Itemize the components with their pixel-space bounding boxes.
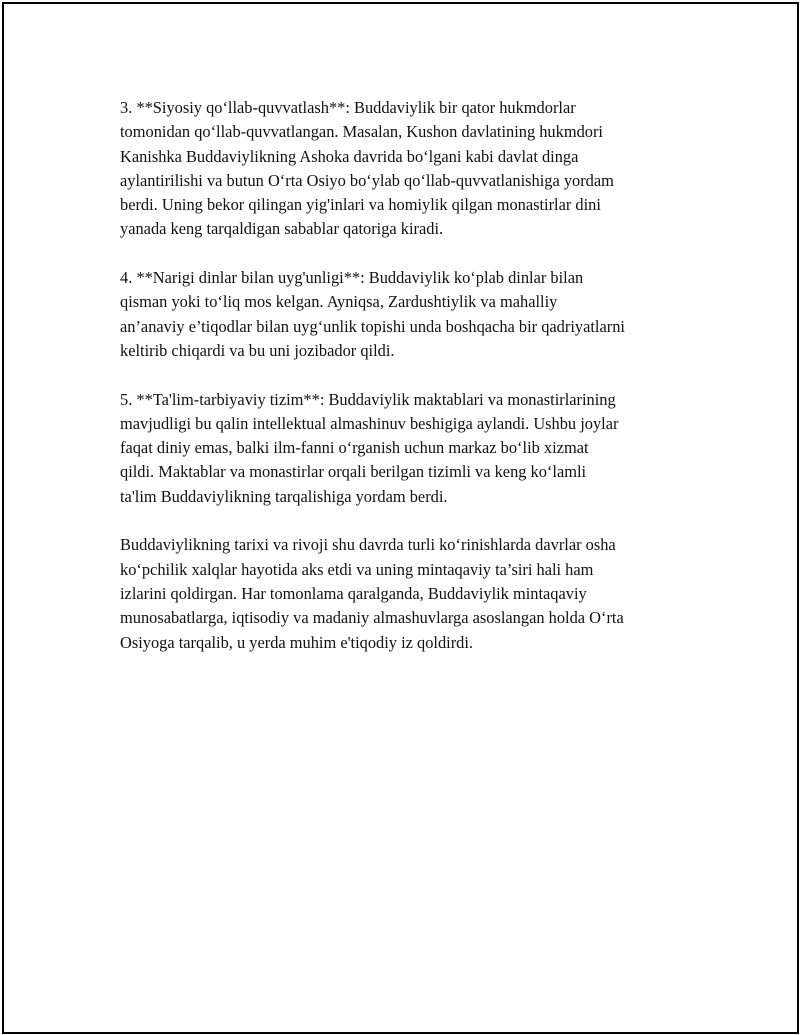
text-line: faqat diniy emas, balki ilm-fanni o‘rganish uchun markaz bo‘lib xizmat [120, 438, 589, 458]
text-line: qildi. Maktablar va monastirlar orqali berilgan tizimli va keng ko‘lamli [120, 462, 587, 482]
paragraph-conclusion [120, 533, 720, 654]
text-line: ko‘pchilik xalqlar hayotida aks etdi va uning mintaqaviy ta’siri hali ham [120, 559, 594, 579]
text-line: yanada keng tarqaldigan sabablar qatoriga kiradi. [120, 219, 444, 239]
text-line: tomonidan qo‘llab-quvvatlangan. Masalan, Kushon davlatining hukmdori [120, 122, 603, 142]
text-line: 3. **Siyosiy qo‘llab-quvvatlash**: Buddaviylik bir qator hukmdorlar [120, 98, 576, 117]
text-line: izlarini qoldirgan. Har tomonlama qaralganda, Buddaviylik mintaqaviy [120, 583, 587, 603]
text-line: aylantirilishi va butun O‘rta Osiyo bo‘ylab qo‘llab-quvvatlanishiga yordam [120, 170, 614, 190]
text-line: mavjudligi bu qalin intellektual almashinuv beshigiga aylandi. Ushbu joylar [120, 413, 619, 433]
text-line: munosabatlarga, iqtisodiy va madaniy almashuvlarga asoslangan holda O‘rta [120, 608, 624, 628]
text-line: Kanishka Buddaviylikning Ashoka davrida bo‘lgani kabi davlat dinga [120, 146, 579, 166]
paragraph-harmony-with-religions [120, 266, 720, 363]
paragraph-education-system [120, 388, 720, 509]
page-frame [2, 2, 799, 1034]
text-line: ta'lim Buddaviylikning tarqalishiga yordam berdi. [120, 486, 448, 506]
paragraph-political-support [120, 96, 720, 242]
text-line: 4. **Narigi dinlar bilan uyg'unligi**: Buddaviylik ko‘plab dinlar bilan [120, 268, 584, 288]
text-line: Osiyoga tarqalib, u yerda muhim e'tiqodiy iz qoldirdi. [120, 632, 474, 652]
text-line: an’anaviy e’tiqodlar bilan uyg‘unlik topishi unda boshqacha bir qadriyatlarni [120, 316, 625, 336]
text-line: keltirib chiqardi va bu uni jozibador qildi. [120, 340, 395, 360]
text-line: berdi. Uning bekor qilingan yig'inlari va homiylik qilgan monastirlar dini [120, 195, 601, 215]
document-body [120, 96, 720, 679]
text-line: Buddaviylikning tarixi va rivoji shu davrda turli ko‘rinishlarda davrlar osha [120, 535, 616, 555]
text-line: qisman yoki to‘liq mos kelgan. Ayniqsa, Zardushtiylik va mahalliy [120, 292, 558, 312]
text-line: 5. **Ta'lim-tarbiyaviy tizim**: Buddaviylik maktablari va monastirlarining [120, 389, 616, 409]
